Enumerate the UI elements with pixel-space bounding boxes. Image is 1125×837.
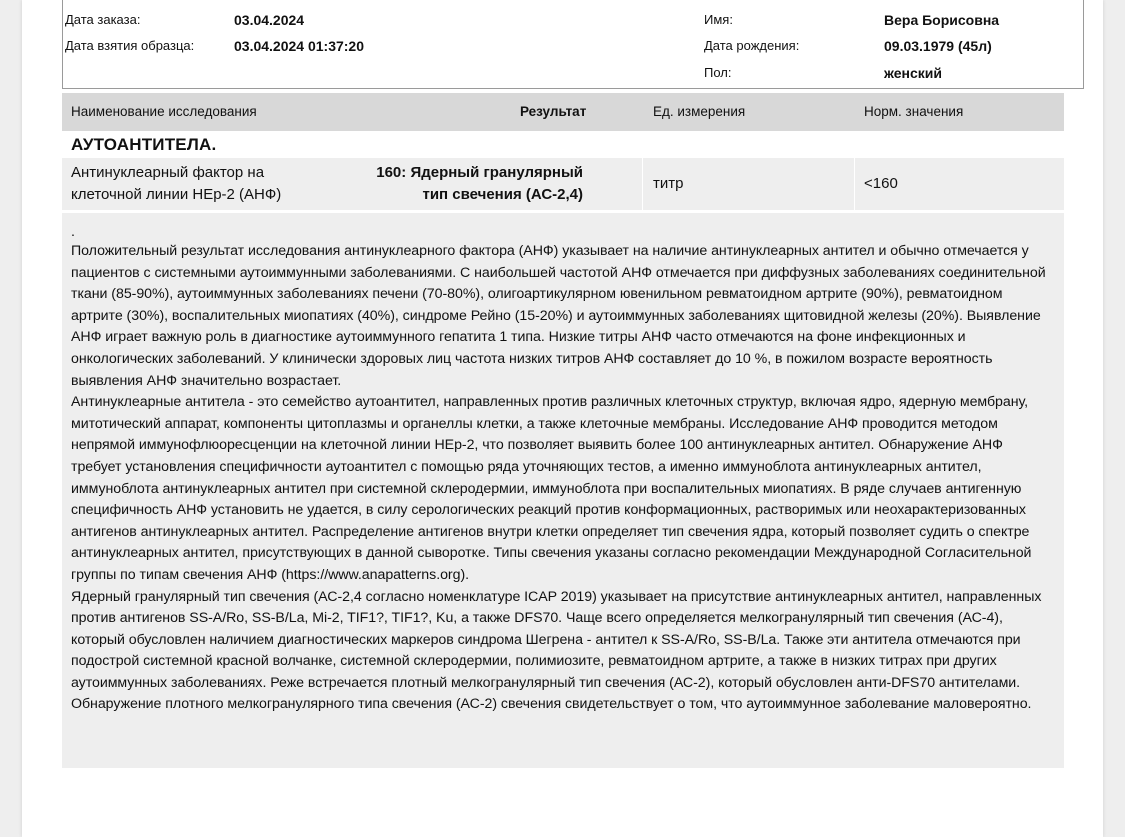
order-date-value: 03.04.2024 — [234, 12, 305, 28]
column-header-result: Результат — [520, 104, 587, 119]
column-header-unit: Ед. измерения — [653, 104, 746, 119]
result-value-line-1: 160: Ядерный гранулярный — [376, 164, 583, 181]
sample-date-label: Дата взятия образца: — [65, 38, 195, 53]
sample-date-value: 03.04.2024 01:37:20 — [234, 38, 364, 54]
patient-name: Вера Борисовна — [884, 12, 1000, 28]
results-table-header — [62, 93, 1064, 131]
name-label: Имя: — [704, 12, 733, 27]
birth-label: Дата рождения: — [704, 38, 800, 53]
test-name-line-2: клеточной линии HEp-2 (АНФ) — [71, 186, 282, 203]
column-header-norm: Норм. значения — [864, 104, 964, 119]
column-divider — [854, 158, 855, 210]
result-value-line-2: тип свечения (АС-2,4) — [422, 186, 583, 203]
result-unit: титр — [653, 175, 684, 192]
comment-dot: . — [71, 224, 75, 240]
sex-value: женский — [884, 65, 942, 81]
report-page — [22, 0, 1103, 837]
table-row — [62, 158, 1064, 210]
sex-label: Пол: — [704, 65, 732, 80]
comment-paragraph-3: Ядерный гранулярный тип свечения (АС-2,4 согласно номенклатуре ICAP 2019) указывает на присутствие антинуклеарных антител, направленных против антигенов SS-A/Ro, SS-B/La, Mi-2, TIF1?, TIF1?, Ku, а также DFS70. Чаще всего определяется мелкогранулярный тип свечения (АС-4), который обусловлен наличием диагностических маркеров синдрома Шегрена - антител к SS-A/Ro, SS-B/La. Также эти антитела отмечаются при подострой системной красной волчанке, системной склеродермии, полимиозите, ревматоидном артрите, а также в низких титрах при других аутоиммунных заболеваниях. Реже встречается плотный мелкогранулярный тип свечения (АС-2), который обусловлен анти-DFS70 антителами. Обнаружение плотного мелкогранулярного типа свечения (АС-2) свечения свидетельствует о том, что аутоиммунное заболевание маловероятно. — [71, 588, 1042, 713]
result-norm: <160 — [864, 175, 898, 192]
result-comment — [62, 213, 1064, 768]
patient-info-box — [62, 0, 1084, 89]
test-name-line-1: Антинуклеарный фактор на — [71, 164, 265, 181]
order-date-label: Дата заказа: — [65, 12, 141, 27]
birth-value: 09.03.1979 (45л) — [884, 38, 992, 54]
test-name — [71, 162, 281, 206]
column-header-name: Наименование исследования — [71, 104, 257, 119]
section-title: АУТОАНТИТЕЛА. — [71, 135, 217, 154]
result-value — [376, 162, 583, 206]
comment-paragraph-1: Положительный результат исследования антинуклеарного фактора (АНФ) указывает на наличие антинуклеарных антител и обычно отмечается у пациентов с системными аутоиммунными заболеваниями. С наибольшей частотой АНФ отмечается при диффузных заболеваниях соединительной ткани (85-90%), аутоиммунных заболеваниях печени (70-80%), олигоартикулярном ювенильном ревматоидном артрите (90%), ревматоидном артрите (30%), воспалительных миопатиях (40%), синдроме Рейно (15-20%) и аутоиммунных заболеваниях щитовидной железы (20%). Выявление АНФ играет важную роль в диагностике аутоиммунного гепатита 1 типа. Низкие титры АНФ часто отмечаются на фоне инфекционных и онкологических заболеваний. У клинически здоровых лиц частота низких титров АНФ составляет до 10 %, в пожилом возрасте вероятность выявления АНФ значительно возрастает. — [71, 243, 1046, 389]
comment-paragraph-2: Антинуклеарные антитела - это семейство аутоантител, направленных против различных клеточных структур, включая ядро, ядерную мембрану, митотический аппарат, компоненты цитоплазмы и органеллы клетки, а также клеточные мембраны. Исследование АНФ проводится методом непрямой иммунофлюоресценции на клеточной линии HEp-2, что позволяет выявить более 100 антинуклеарных антител. Обнаружение АНФ требует установления специфичности аутоантител с помощью ряда уточняющих тестов, а именно иммуноблота антинуклеарных антител, иммуноблота антинуклеарных антител при системной склеродермии, иммуноблота при воспалительных миопатиях. В ряде случаев антигенную специфичность АНФ установить не удается, в силу серологических реакций против конформационных, растворимых или неохарактеризованных антигенов антинуклеарных антител. Распределение антигенов внутри клетки определяет тип свечения ядра, который позволяет судить о спектре антинуклеарных антител, присутствующих в данной сыворотке. Типы свечения указаны согласно рекомендации Международной Согласительной группы по типам свечения АНФ (https://www.anapatterns.org). — [71, 394, 1032, 583]
column-divider — [642, 158, 643, 210]
